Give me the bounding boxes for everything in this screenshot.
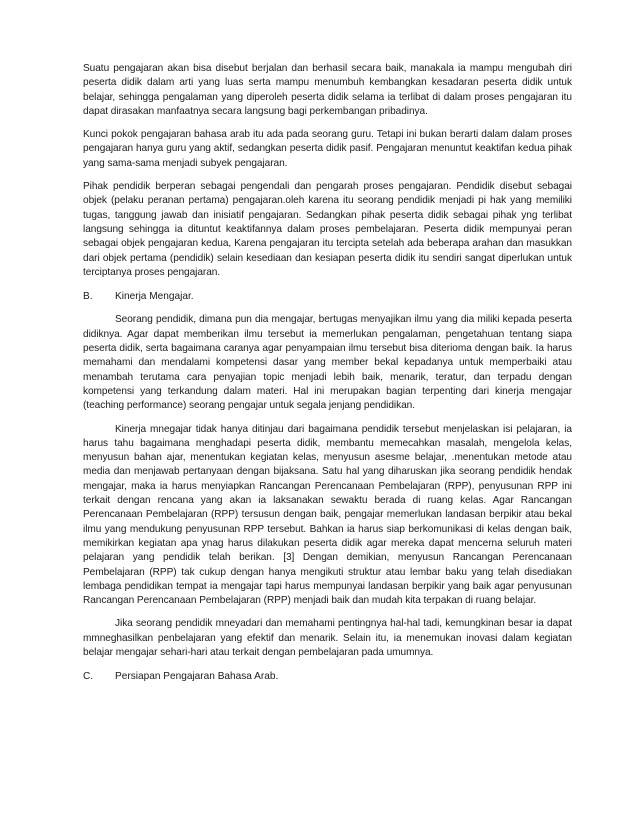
section-c-heading (83, 670, 572, 684)
section-b-paragraph-1: Seorang pendidik, dimana pun dia mengajar, bertugas menyajikan ilmu yang dia miliki kepada peserta didiknya. Agar dapat memberikan ilmu tersebut ia memerlukan pengalaman, pengetahuan tentang siapa peserta didik, serta bagaimana caranya agar penyampaian ilmu tersebut bisa diterioma dengan baik. Ia harus memahami dan mendalami kompetensi dasar yang member bekal kepadanya untuk memperbaiki atau menambah terutama cara penyajian topic menjadi lebih baik, menarik, teratur, dan terpadu dengan kompetensi yang terkandung dalam materi. Hal ini merupakan bagian terpenting dari kinerja mengajar (teaching performance) seorang pengajar untuk segala jenjang pendidikan. (83, 314, 572, 412)
section-b-heading (83, 290, 572, 304)
section-c-number: C. (83, 671, 94, 683)
intro-paragraph-3: Pihak pendidik berperan sebagai pengendali dan pengarah proses pengajaran. Pendidik disebut sebagai objek (pelaku peranan pertama) pengajaran.oleh karena itu seorang pendidik menjadi pi hak yang memiliki tugas, tanggung jawab dan inisiatif pengajaran. Sedangkan pihak peserta didik sebagai pihak yng terlibat langsung sehingga ia dituntut keaktifannya dalam proses pembelajaran. Peserta didik mempunyai peran sebagai objek pengajaran kedua, Karena pengajaran itu tercipta setelah ada beberapa arahan dan masukkan dari objek pertama (pendidik) selain kesediaan dan kesiapan peserta didik itu sendiri sangat diperlukan untuk terciptanya proses pengajaran. (83, 181, 572, 278)
intro-paragraph-2: Kunci pokok pengajaran bahasa arab itu ada pada seorang guru. Tetapi ini bukan berarti dalam dalam proses pengajaran hanya guru yang aktif, sedangkan peserta didik pasif. Pengajaran menuntut keaktifan kedua pihak yang sama-sama menjadi subyek pengajaran. (83, 129, 572, 169)
section-b-paragraph-3: Jika seorang pendidik mneyadari dan memahami pentingnya hal-hal tadi, kemungkinan besar ia dapat mmneghasilkan penbelajaran yang efektif dan menarik. Selain itu, ia menemukan inovasi dalam kegiatan belajar mengajar sehari-hari atau terkait dengan pembelajaran pada umumnya. (83, 618, 572, 658)
section-b-title: Kinerja Mengajar. (115, 291, 194, 303)
section-b-paragraph-2: Kinerja mnegajar tidak hanya ditinjau dari bagaimana pendidik tersebut menjelaskan isi pelajaran, ia harus tahu bagaimana menghadapi peserta didik, membantu memecahkan masalah, mengelola kelas, menyusun bahan ajar, menentukan kegiatan kelas, menyusun asesme belajar, .menentukan metode atau media dan menjawab pertanyaan dengan bijaksana. Satu hal yang diharuskan jika seorang pendidik hendak mengajar, maka ia harus menyiapkan Rancangan Perencanaan Pembelajaran (RPP), penyusunan RPP ini terkait dengan rencana yang akan ia laksanakan sewaktu berada di ruang kelas. Agar Rancangan Perencanaan Pembelajaran (RPP) tersusun dengan baik, pengajar memerlukan landasan berpikir atau bekal ilmu yang mendukung penyusunan RPP tersebut. Bahkan ia harus siap berkomunikasi di kelas dengan baik, memikirkan kegiatan apa ynag harus dilakukan peserta didik agar mereka dapat mencerna seluruh materi pelajaran yang pendidik telah berikan. [3] Dengan demikian, menyusun Rancangan Perencanaan Pembelajaran (RPP) tak cukup dengan hanya mengikuti struktur atau lembar baku yang telah disediakan lembaga pendidikan tempat ia mengajar tapi harus mempunyai landasan berpikir yang baik agar penyusunan Rancangan Perencanaan Pembelajaran (RPP) menjadi baik dan mudah kita terpakan di ruang belajar. (83, 423, 572, 607)
section-b-number: B. (83, 291, 93, 303)
intro-paragraph-1: Suatu pengajaran akan bisa disebut berjalan dan berhasil secara baik, manakala ia mampu mengubah diri peserta didik dalam arti yang luas serta mampu menumbuh kembangkan kesadaran peserta didik untuk belajar, sehingga pengalaman yang diperoleh peserta didik selama ia terlibat di dalam proses pengajaran itu dapat dirasakan manfaatnya secara langsung bagi perkembangan pribadinya. (83, 63, 572, 117)
section-c-title: Persiapan Pengajaran Bahasa Arab. (115, 671, 279, 683)
